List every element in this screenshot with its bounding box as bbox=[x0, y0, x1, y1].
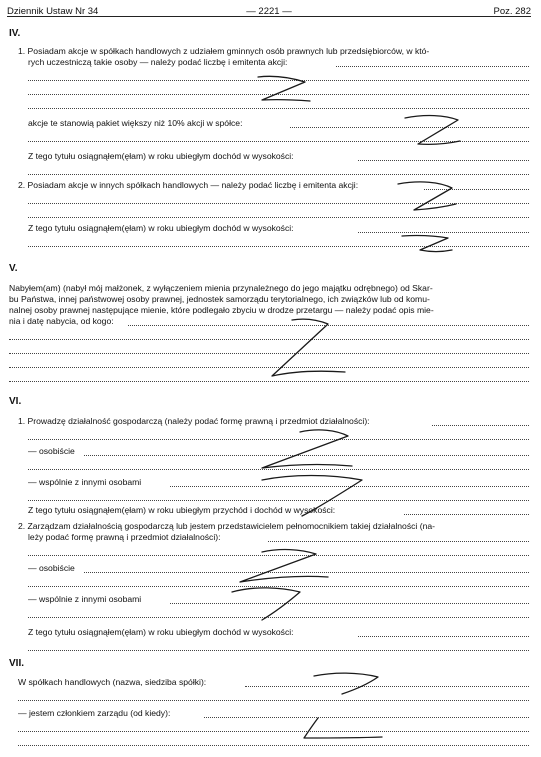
strike-mark bbox=[314, 673, 378, 694]
header-rule bbox=[7, 16, 531, 17]
position-number: Poz. 282 bbox=[493, 6, 531, 17]
section-v-line2: bu Państwa, innej państwowej osoby prawnej, jednostek samorządu terytorialnego, ich związków lub od komu- bbox=[9, 294, 430, 304]
answer-line bbox=[28, 555, 529, 556]
answer-line bbox=[9, 339, 529, 340]
section-vi-income: Z tego tytułu osiągnąłem(ęłam) w roku ubiegłym dochód w wysokości: bbox=[28, 627, 294, 637]
section-iv-income1: Z tego tytułu osiągnąłem(ęłam) w roku ubiegłym dochód w wysokości: bbox=[28, 151, 294, 161]
answer-line bbox=[28, 586, 529, 587]
section-iv-income2: Z tego tytułu osiągnąłem(ęłam) w roku ubiegłym dochód w wysokości: bbox=[28, 223, 294, 233]
answer-line bbox=[336, 66, 529, 67]
section-vi-personally2: — osobiście bbox=[28, 563, 75, 573]
answer-line bbox=[9, 381, 529, 382]
section-v-heading: V. bbox=[9, 263, 18, 274]
section-vii-companies: W spółkach handlowych (nazwa, siedziba spółki): bbox=[18, 677, 207, 687]
section-vi-item2-line1: 2. Zarządzam działalnością gospodarczą lub jestem przedstawicielem pełnomocnikiem takiej działalności (na- bbox=[18, 521, 435, 531]
answer-line bbox=[432, 425, 529, 426]
strike-mark bbox=[304, 718, 382, 738]
answer-line bbox=[358, 160, 529, 161]
section-vi-item1: 1. Prowadzę działalność gospodarczą (należy podać formę prawną i przedmiot działalności): bbox=[18, 416, 370, 426]
answer-line bbox=[9, 353, 529, 354]
answer-line bbox=[28, 108, 529, 109]
journal-name: Dziennik Ustaw Nr 34 bbox=[7, 6, 99, 17]
answer-line bbox=[18, 731, 529, 732]
section-vi-heading: VI. bbox=[9, 396, 22, 407]
answer-line bbox=[28, 94, 529, 95]
section-iv-package: akcje te stanowią pakiet większy niż 10% akcji w spółce: bbox=[28, 118, 243, 128]
answer-line bbox=[28, 141, 529, 142]
answer-line bbox=[28, 617, 529, 618]
section-vi-personally: — osobiście bbox=[28, 446, 75, 456]
strike-mark bbox=[262, 430, 352, 468]
strike-mark bbox=[398, 182, 456, 210]
answer-line bbox=[28, 80, 529, 81]
answer-line bbox=[9, 367, 529, 368]
answer-line bbox=[28, 203, 529, 204]
answer-line bbox=[28, 500, 529, 501]
section-iv-heading: IV. bbox=[9, 28, 21, 39]
section-iv-item2: 2. Posiadam akcje w innych spółkach handlowych — należy podać liczbę i emitenta akcji: bbox=[18, 180, 359, 190]
answer-line bbox=[28, 217, 529, 218]
section-v-line4: nia i datę nabycia, od kogo: bbox=[9, 316, 114, 326]
answer-line bbox=[28, 439, 529, 440]
answer-line bbox=[170, 603, 529, 604]
answer-line bbox=[290, 127, 529, 128]
section-v-line3: nalnej osoby prawnej następujące mienie, które podlegało zbyciu w drodze przetargu — należy podać opis mie- bbox=[9, 305, 434, 315]
answer-line bbox=[84, 572, 529, 573]
answer-line bbox=[358, 636, 529, 637]
section-vii-heading: VII. bbox=[9, 658, 25, 669]
page-number: — 2221 — bbox=[246, 6, 292, 17]
strike-mark bbox=[402, 236, 452, 252]
answer-line bbox=[18, 700, 529, 701]
section-vi-jointly: — wspólnie z innymi osobami bbox=[28, 477, 142, 487]
section-iv-item1-line2: rych uczestniczą takie osoby — należy podać liczbę i emitenta akcji: bbox=[28, 57, 288, 67]
section-vi-jointly2: — wspólnie z innymi osobami bbox=[28, 594, 142, 604]
answer-line bbox=[84, 455, 529, 456]
section-v-line1: Nabyłem(am) (nabył mój małżonek, z wyłączeniem mienia przynależnego do jego majątku odrębnego) od Skar- bbox=[9, 283, 433, 293]
page-header bbox=[7, 4, 531, 20]
answer-line bbox=[245, 686, 529, 687]
section-vii-board: — jestem członkiem zarządu (od kiedy): bbox=[18, 708, 171, 718]
answer-line bbox=[170, 486, 529, 487]
answer-line bbox=[28, 650, 529, 651]
section-iv-item1-line1: 1. Posiadam akcje w spółkach handlowych z udziałem gminnych osób prawnych lub przedsiębiorców, w któ- bbox=[18, 46, 430, 56]
answer-line bbox=[268, 541, 529, 542]
answer-line bbox=[404, 514, 529, 515]
answer-line bbox=[28, 174, 529, 175]
answer-line bbox=[358, 232, 529, 233]
answer-line bbox=[128, 325, 529, 326]
answer-line bbox=[28, 246, 529, 247]
section-vi-revenue: Z tego tytułu osiągnąłem(ęłam) w roku ubiegłym przychód i dochód w wysokości: bbox=[28, 505, 336, 515]
answer-line bbox=[204, 717, 529, 718]
answer-line bbox=[28, 469, 529, 470]
section-vi-item2-line2: leży podać formę prawną i przedmiot działalności): bbox=[28, 532, 221, 542]
answer-line bbox=[424, 189, 529, 190]
answer-line bbox=[18, 745, 529, 746]
